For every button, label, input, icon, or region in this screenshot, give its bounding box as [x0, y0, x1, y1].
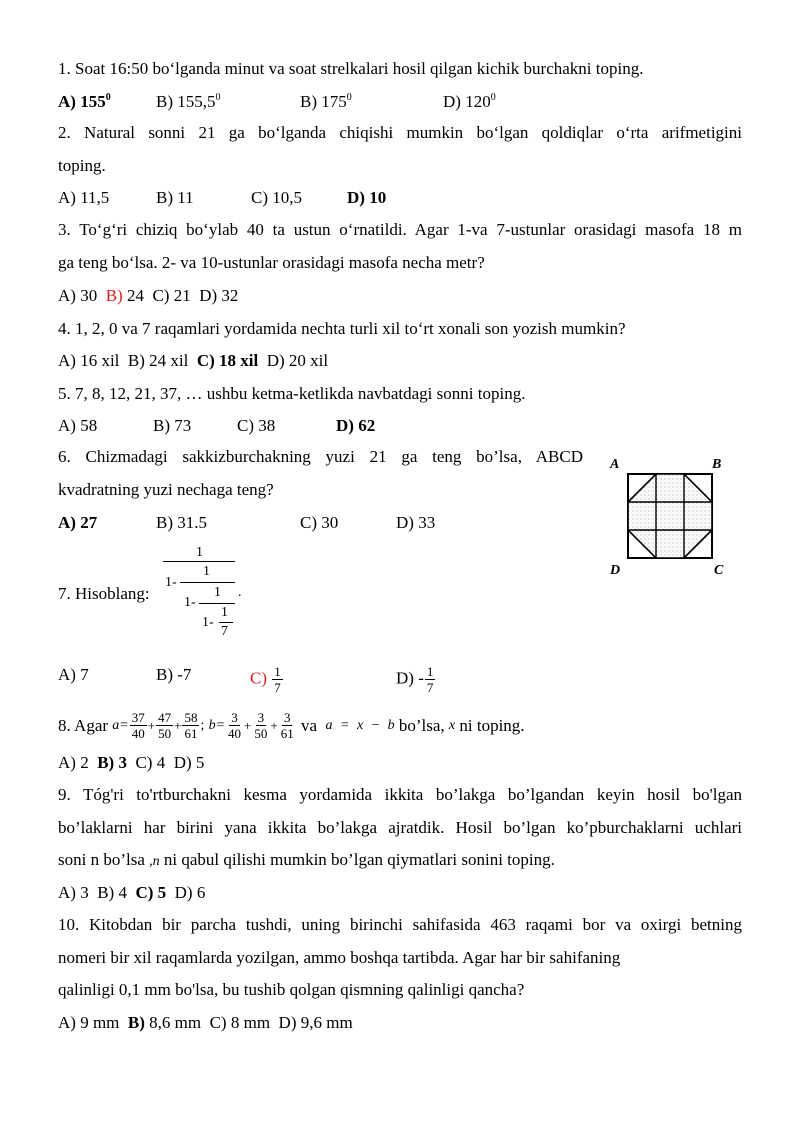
q5-option-d: D) 62 — [336, 416, 376, 435]
q1-option-c: B) $175^0$ — [300, 92, 352, 111]
q8-va: va — [300, 715, 318, 735]
vertex-label-c: C — [714, 563, 724, 578]
vertex-label-d: D — [610, 563, 621, 578]
question-3-line-1: 3. To‘g‘ri chiziq bo‘ylab 40 ta ustun o‘rnatildi. Agar 1-va 7-ustunlar orasidagi masofa 18 m — [58, 220, 742, 239]
question-4-text: 4. 1, 2, 0 va 7 raqamlari yordamida nechta turli xil to‘rt xonali son yozish mumkin? — [58, 319, 626, 338]
q3-option-d: D) 32 — [199, 286, 239, 305]
q9-option-a: A) 3 — [58, 883, 89, 902]
q3-options — [58, 285, 238, 307]
q2-option-c: C) 10,5 — [251, 188, 302, 207]
q7-option-c-fraction: $\frac{1}{7}$ — [274, 664, 281, 695]
q2-option-d: D) 10 — [347, 188, 387, 207]
question-5 — [58, 383, 525, 405]
q7-option-d — [396, 664, 436, 695]
q1-option-b: B) 155,5$^0$ — [156, 92, 221, 111]
q1-option-d: D) $120^0$ — [443, 92, 496, 111]
q9-option-b: B) 4 — [97, 883, 127, 902]
q7-option-c — [250, 664, 284, 695]
cf-num-3: 1 — [214, 585, 221, 600]
q8-b-label: b= — [208, 717, 226, 733]
q7-option-d-fraction: $\frac{1}{7}$ — [426, 664, 434, 695]
cf-num-1: 1 — [196, 545, 203, 560]
q8-b-frac-3: $\frac{3}{61}$ — [280, 710, 294, 741]
question-10-line-1: 10. Kitobdan bir parcha tushdi, uning birinchi sahifasida 463 raqami bor va oxirgi betning — [58, 915, 742, 934]
q4-option-c: C) 18 xil — [196, 351, 259, 370]
q7-option-b: B) -7 — [156, 665, 192, 684]
q7-option-d-letter: D) - — [396, 668, 424, 688]
question-4 — [58, 318, 625, 340]
q8-option-b: B) 3 — [97, 753, 127, 772]
q5-option-b: B) 73 — [153, 416, 192, 435]
q10-options — [58, 1012, 353, 1034]
q8-suffix-2: ni toping. — [459, 715, 525, 735]
q10-option-b-value: 8,6 mm — [149, 1013, 202, 1032]
question-3-line-2: ga teng bo‘lsa. 2- va 10-ustunlar orasidagi masofa necha metr? — [58, 252, 485, 272]
cf-num-2: 1 — [203, 564, 210, 579]
q9-option-d: D) 6 — [174, 883, 206, 902]
cf-bar-1 — [163, 561, 235, 562]
q9-options — [58, 882, 205, 904]
question-6-line-1: 6. Chizmadagi sakkizburchakning yuzi 21 ga teng bo’lsa, ABCD — [58, 447, 583, 466]
q8-b-frac-2: $\frac{3}{50}$ — [254, 710, 268, 741]
q10-option-d: D) 9,6 mm — [278, 1013, 353, 1032]
question-5-text: 5. 7, 8, 12, 21, 37, … ushbu ketma-ketlikda navbatdagi sonni toping. — [58, 384, 526, 403]
q8-suffix: bo’lsa, — [398, 715, 445, 735]
vertex-label-a: A — [610, 457, 620, 472]
q4-option-a: A) 16 xil — [58, 351, 120, 370]
q10-option-b-letter: B) — [127, 1013, 145, 1032]
q7-option-c-letter: C) — [250, 668, 267, 688]
cf-one-minus-3: 1- — [202, 615, 214, 630]
q8-prefix: 8. Agar — [58, 715, 109, 735]
cf-one-minus-2: 1- — [184, 595, 196, 610]
question-2-line-2: toping. — [58, 155, 106, 175]
question-1 — [58, 58, 643, 80]
q6-option-a: A) 27 — [58, 513, 98, 532]
q6-option-d: D) 33 — [396, 513, 436, 532]
cf-bar-4 — [219, 622, 233, 623]
question-8: 8. Agar a= $\frac{37}{40}$ + $\frac{47}{50}$ + $\frac{58}{61}$ ; b= $\frac{3}{40}$ + $\frac{3}{50}$ + $\frac{3}{61}$ va a = x − b bo’lsa, x ni toping. — [58, 710, 525, 741]
q8-b-frac-1: $\frac{3}{40}$ — [228, 710, 242, 741]
question-10 — [58, 909, 742, 1007]
q2-option-a: A) 11,5 — [58, 188, 110, 207]
octagon-square-figure — [600, 450, 750, 585]
q7-option-a: A) 7 — [58, 665, 89, 684]
cf-den-7: 7 — [221, 624, 228, 639]
question-9-line-2: bo’laklarni har birini yana ikkita bo’lakga ajratdik. Hosil bo’lgan ko’pburchaklarni uchlari — [58, 817, 742, 837]
question-2 — [58, 117, 742, 182]
q6-option-c: C) 30 — [300, 513, 339, 532]
q2-option-b: B) 11 — [156, 188, 194, 207]
q5-option-a: A) 58 — [58, 416, 98, 435]
question-10-line-2: nomeri bir xil raqamlarda yozilgan, ammo boshqa tartibda. Agar har bir sahifaning — [58, 947, 621, 967]
q8-option-a: A) 2 — [58, 753, 89, 772]
question-9 — [58, 779, 742, 879]
question-6 — [58, 441, 583, 506]
cf-bar-3 — [199, 603, 235, 604]
vertex-label-b: B — [712, 457, 722, 472]
q3-option-b-letter: B) — [105, 286, 123, 305]
question-7-label: 7. Hisoblang: — [58, 584, 150, 603]
q8-a-label: a= — [112, 717, 129, 733]
q6-option-b: B) 31.5 — [156, 513, 207, 532]
question-3 — [58, 214, 742, 279]
q5-option-c: C) 38 — [237, 416, 276, 435]
q1-option-a: A) $155^0$ — [58, 92, 111, 111]
question-2-line-1: 2. Natural sonni 21 ga bo‘lganda chiqishi mumkin bo‘lgan qoldiqlar o‘rta arifmetigini — [58, 123, 742, 142]
q4-option-d: D) 20 xil — [266, 351, 329, 370]
q3-option-c: C) 21 — [152, 286, 191, 305]
question-9-line-3: soni n bo’lsa ,n ni qabul qilishi mumkin bo’lgan qiymatlari sonini toping. — [58, 850, 555, 869]
question-6-line-2: kvadratning yuzi nechaga teng? — [58, 479, 274, 499]
q8-a-frac-2: $\frac{47}{50}$ — [158, 710, 172, 741]
q10-option-a: A) 9 mm — [58, 1013, 120, 1032]
question-9-line-1: 9. Tóg'ri to'rtburchakni kesma yordamida ikkita bo’lakga bo’lgandan keyin hosil bo'lgan — [58, 785, 742, 804]
q8-equation: a = x − b — [325, 717, 395, 733]
cf-bar-2 — [180, 582, 235, 583]
question-10-line-3: qalinligi 0,1 mm bo'lsa, bu tushib qolgan qismning qalinligi qancha? — [58, 980, 525, 999]
q10-option-c: C) 8 mm — [209, 1013, 271, 1032]
octagon-in-square-diagram — [600, 450, 750, 585]
q8-option-c: C) 4 — [135, 753, 166, 772]
q9-option-c: C) 5 — [135, 883, 167, 902]
q8-option-d: D) 5 — [173, 753, 205, 772]
q8-a-frac-3: $\frac{58}{61}$ — [184, 710, 198, 741]
cf-num-4: 1 — [221, 605, 228, 620]
q8-a-frac-1: $\frac{37}{40}$ — [131, 710, 145, 741]
cf-one-minus-1: 1- — [165, 575, 177, 590]
q3-option-a: A) 30 — [58, 286, 98, 305]
q4-options — [58, 350, 328, 372]
question-1-text: 1. Soat 16:50 bo‘lganda minut va soat strelkalari hosil qilgan kichik burchakni toping. — [58, 59, 644, 78]
cf-period: . — [238, 585, 242, 600]
q8-options — [58, 752, 204, 774]
q8-x-var: x — [448, 717, 456, 733]
q4-option-b: B) 24 xil — [127, 351, 189, 370]
q3-option-b-value: 24 — [126, 286, 144, 305]
